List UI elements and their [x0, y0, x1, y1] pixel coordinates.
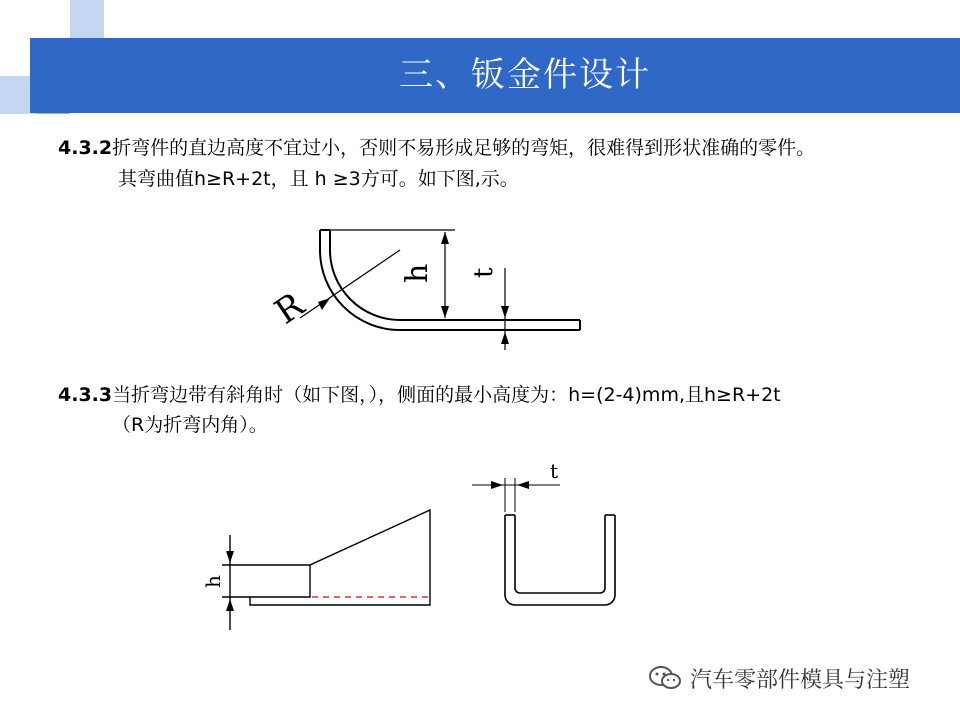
- figure1-label-t: t: [469, 267, 499, 278]
- section-433-line2: （R为折弯内角）。: [112, 414, 268, 436]
- figure1-label-R: R: [267, 284, 312, 333]
- figure-channel-diagram: [472, 478, 615, 605]
- page-title: 三、钣金件设计: [399, 55, 651, 95]
- slope-profile: [250, 510, 430, 605]
- slope-arrow-down: [226, 551, 234, 563]
- r-arrow: [318, 298, 330, 310]
- figure1-label-h: h: [400, 263, 435, 283]
- t-arrow-down: [501, 306, 509, 318]
- channel-arrow-right: [491, 481, 503, 489]
- wechat-icon: [648, 665, 682, 691]
- section-432-line2: 其弯曲值h≥R+2t，且 h ≥3方可。如下图,示。: [118, 168, 519, 190]
- t-arrow-up: [501, 332, 509, 344]
- figure-slope-diagram: [222, 510, 430, 630]
- slope-arrow-up: [226, 599, 234, 611]
- bend-inner-profile: [330, 230, 580, 320]
- figure2-label-t: t: [550, 459, 559, 483]
- bend-outer-profile: [320, 230, 580, 330]
- figure2-label-h: h: [201, 575, 225, 588]
- figure-bend-diagram: [300, 230, 580, 350]
- section-432-number: 4.3.2: [58, 137, 113, 159]
- watermark-text: 汽车零部件模具与注塑: [690, 667, 911, 693]
- radius-line: [300, 250, 400, 318]
- watermark: [648, 660, 910, 696]
- channel-inner: [515, 515, 605, 593]
- channel-arrow-left: [517, 481, 529, 489]
- section-433-number: 4.3.3: [58, 384, 113, 406]
- channel-outer: [505, 515, 615, 605]
- h-arrow-top: [441, 232, 449, 244]
- section-433-text: 当折弯边带有斜角时（如下图，），侧面的最小高度为：h=(2-4)mm,且h≥R+2t: [112, 384, 781, 406]
- h-arrow-bottom: [441, 306, 449, 318]
- section-432-text: 折弯件的直边高度不宜过小，否则不易形成足够的弯矩，很难得到形状准确的零件。: [112, 137, 816, 159]
